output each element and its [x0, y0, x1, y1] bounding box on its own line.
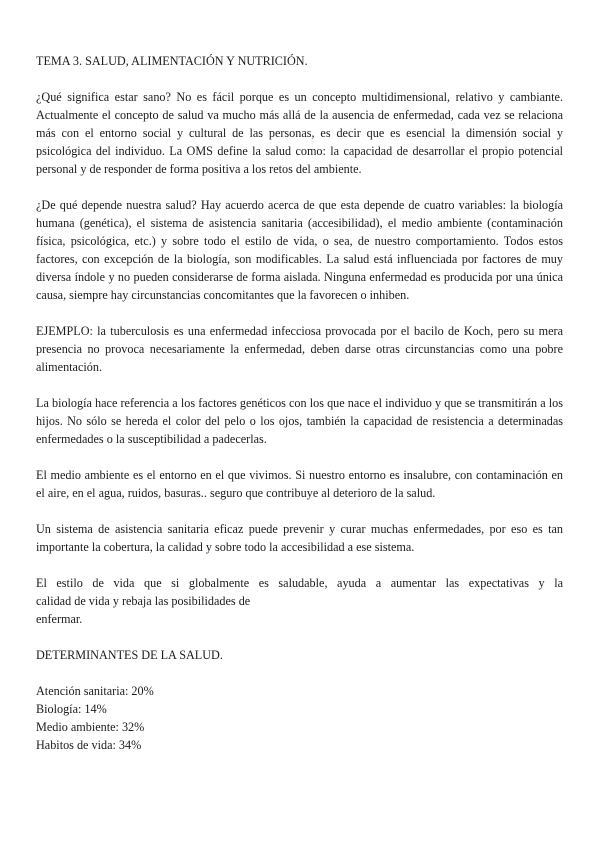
paragraph-lifestyle	[36, 574, 563, 628]
paragraph-example-tuberculosis: EJEMPLO: la tuberculosis es una enfermedad infecciosa provocada por el bacilo de Koch, pero su mera presencia no provoca necesariamente la enfermedad, deben darse otras circunstancias como una pobre alimentación.	[36, 324, 563, 374]
paragraph-health-variables: ¿De qué depende nuestra salud? Hay acuerdo acerca de que esta depende de cuatro variables: la biología humana (genética), el sistema de asistencia sanitaria (accesibilidad), el medio ambiente (contaminación física, psicológica, etc.) y sobre todo el estilo de vida, o sea, de nuestro comportamiento. Todos estos factores, con excepción de la biología, son modificables. La salud está influenciada por factores de muy diversa índole y no pueden considerarse de forma aislada. Ninguna enfermedad es producida por una única causa, siempre hay circunstancias concomitantes que la favorecen o inhiben.	[36, 198, 563, 302]
determinant-item: Atención sanitaria: 20%	[36, 684, 154, 698]
determinant-item: Habitos de vida: 34%	[36, 738, 142, 752]
determinants-list	[36, 682, 563, 754]
lifestyle-line-1: El estilo de vida que si globalmente es saludable, ayuda a aumentar las expectativas y la	[36, 576, 563, 590]
paragraph-health-system: Un sistema de asistencia sanitaria eficaz puede prevenir y curar muchas enfermedades, por eso es tan importante la cobertura, la calidad y sobre todo la accesibilidad a ese sistema.	[36, 522, 563, 554]
paragraph-what-is-health: ¿Qué significa estar sano? No es fácil porque es un concepto multidimensional, relativo y cambiante. Actualmente el concepto de salud va mucho más allá de la ausencia de enfermedad, cada vez se relaciona más con el entorno social y cultural de las personas, es decir que es esencial la dimensión social y psicológica del individuo. La OMS define la salud como: la capacidad de desarrollar el propio potencial personal y de responder de forma positiva a los retos del ambiente.	[36, 90, 563, 176]
lifestyle-line-2: calidad de vida y rebaja las posibilidades de	[36, 594, 251, 608]
determinants-heading: DETERMINANTES DE LA SALUD.	[36, 648, 223, 662]
document-content	[36, 52, 563, 754]
paragraph-environment: El medio ambiente es el entorno en el que vivimos. Si nuestro entorno es insalubre, con contaminación en el aire, en el agua, ruidos, basuras.. seguro que contribuye al deterioro de la salud.	[36, 468, 563, 500]
document-title: TEMA 3. SALUD, ALIMENTACIÓN Y NUTRICIÓN.	[36, 54, 308, 68]
determinant-item: Biología: 14%	[36, 702, 107, 716]
lifestyle-line-3: enfermar.	[36, 612, 83, 626]
paragraph-biology: La biología hace referencia a los factores genéticos con los que nace el individuo y que se transmitirán a los hijos. No sólo se hereda el color del pelo o los ojos, también la capacidad de resistencia a determinadas enfermedades o la susceptibilidad a padecerlas.	[36, 396, 563, 446]
determinant-item: Medio ambiente: 32%	[36, 720, 145, 734]
